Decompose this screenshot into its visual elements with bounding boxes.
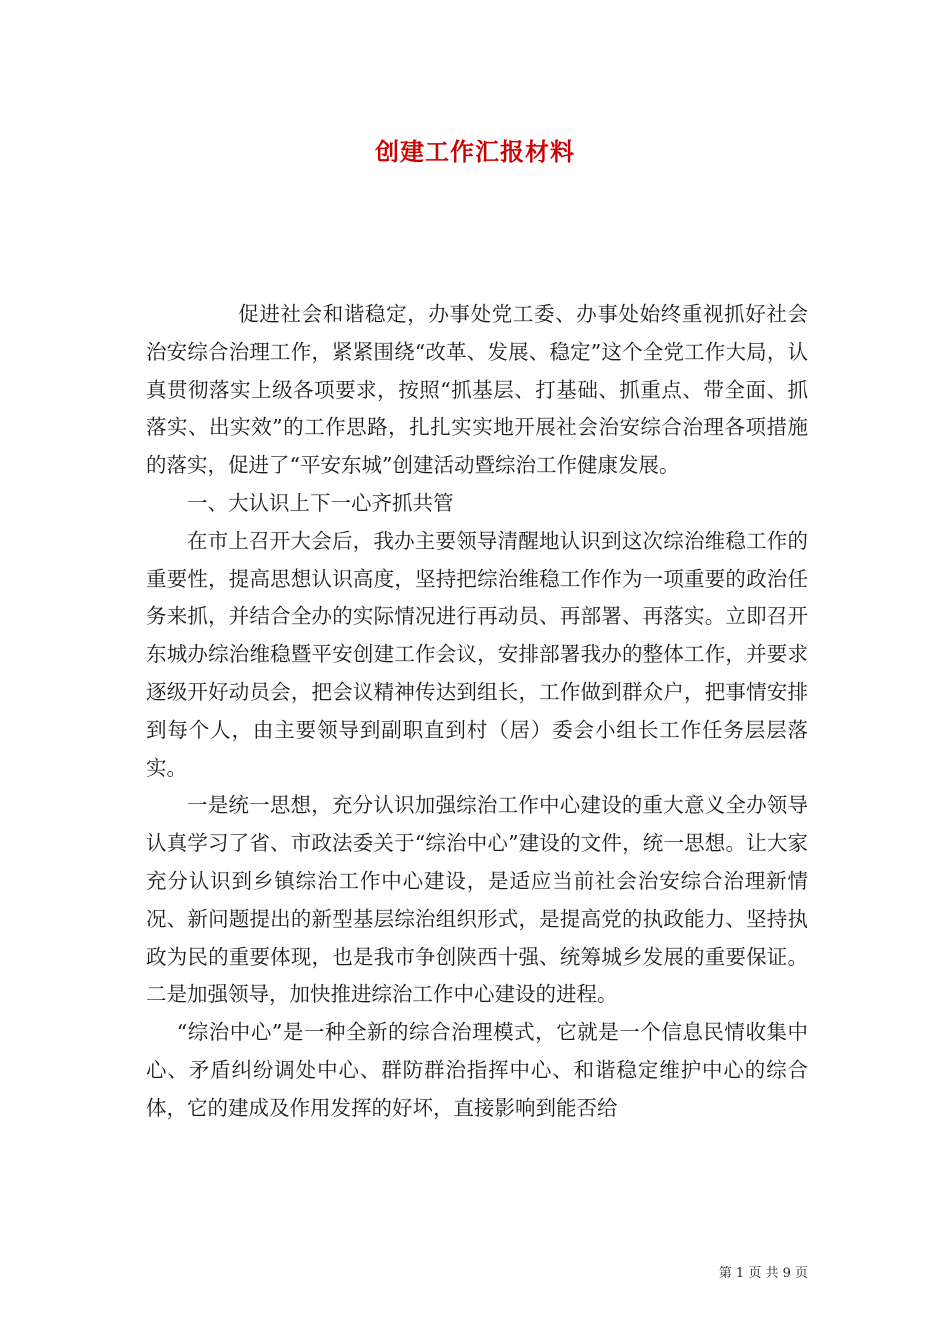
paragraph-section-1: 在市上召开大会后，我办主要领导清醒地认识到这次综治维稳工作的重要性，提高思想认识高度，坚持把综治维稳工作作为一项重要的政治任务来抓，并结合全办的实际情况进行再动员、再部署、再落实。立即召开东城办综治维稳暨平安创建工作会议，安排部署我办的整体工作，并要求逐级开好动员会，把会议精神传达到组长，工作做到群众户，把事情安排到每个人，由主要领导到副职直到村（居）委会小组长工作任务层层落实。	[146, 528, 808, 780]
document-body	[146, 296, 808, 1128]
page-number: 第 1 页 共 9 页	[718, 1266, 808, 1281]
paragraph-intro: 促进社会和谐稳定，办事处党工委、办事处始终重视抓好社会治安综合治理工作，紧紧围绕“改革、发展、稳定”这个全党工作大局，认真贯彻落实上级各项要求，按照“抓基层、打基础、抓重点、带全面、抓落实、出实效”的工作思路，扎扎实实地开展社会治安综合治理各项措施的落实，促进了“平安东城”创建活动暨综治工作健康发展。	[146, 302, 808, 478]
paragraph-unify-thought: 一是统一思想，充分认识加强综治工作中心建设的重大意义全办领导认真学习了省、市政法委关于“综治中心”建设的文件，统一思想。让大家充分认识到乡镇综治工作中心建设，是适应当前社会治安综合治理新情况、新问题提出的新型基层综治组织形式，是提高党的执政能力、坚持执政为民的重要体现，也是我市争创陕西十强、统筹城乡发展的重要保证。二是加强领导，加快推进综治工作中心建设的进程。	[146, 793, 808, 1007]
section-heading-1: 一、大认识上下一心齐抓共管	[187, 490, 454, 515]
document-title: 创建工作汇报材料	[375, 137, 575, 166]
paragraph-center-model: “综治中心”是一种全新的综合治理模式，它就是一个信息民情收集中心、矛盾纠纷调处中心、群防群治指挥中心、和谐稳定维护中心的综合体，它的建成及作用发挥的好坏，直接影响到能否给	[146, 1020, 808, 1120]
